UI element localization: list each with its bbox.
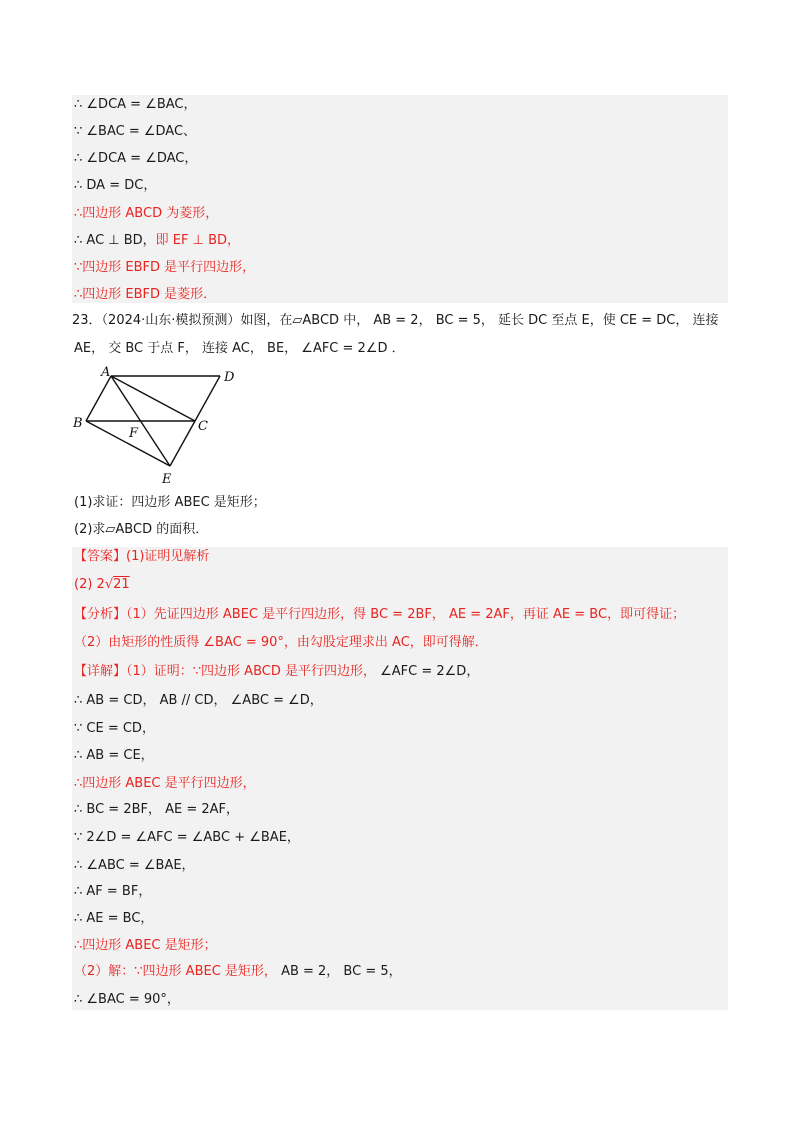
detail-line: ∴ AF = BF， [74,884,152,899]
answer-prefix: (2) 2 [74,577,105,592]
sqrt-icon: √ [104,577,114,592]
detail-line: ∴ AB = CE， [74,748,154,763]
detail-line [74,663,479,681]
answer-line: 【答案】(1)证明见解析 [74,549,210,564]
detail-line: ∵ 2∠D = ∠AFC = ∠ABC + ∠BAE， [74,830,300,845]
analysis-line: 【分析】（1）先证四边形 ABEC 是平行四边形，得 BC = 2BF， AE = 2AF，再证 AE = BC，即可得证； [74,607,686,622]
solution-line: ∴四边形 EBFD 是菱形． [74,287,217,302]
detail-text-highlight: （2）解：∵四边形 ABEC 是矩形， [74,964,277,979]
detail-line: ∴ ∠BAC = 90°， [74,992,180,1007]
detail-line: ∴ BC = 2BF， AE = 2AF， [74,802,240,817]
question-1: (1)求证：四边形 ABEC 是矩形； [74,495,266,510]
question-2: (2)求▱ABCD 的面积． [74,522,209,537]
point-label-C: C [198,419,208,434]
solution-line: ∴ DA = DC， [74,178,157,193]
solution-line: ∴四边形 ABCD 为菱形， [74,206,219,221]
solution-line: ∵ ∠BAC = ∠DAC、 [74,124,197,139]
solution-text-highlight: 即 EF ⊥ BD， [155,233,241,248]
detail-text: ∠AFC = 2∠D， [380,664,480,679]
segment-BE [86,421,170,466]
segment-AC [111,376,195,421]
segment-AB [86,376,111,421]
detail-text-highlight: 【详解】（1）证明：∵四边形 ABCD 是平行四边形， [74,664,376,679]
point-label-B: B [73,416,83,431]
detail-line: ∴ AB = CD， AB // CD， ∠ABC = ∠D， [74,693,323,708]
segment-DC [195,376,220,421]
detail-line: ∴四边形 ABEC 是平行四边形， [74,776,256,791]
point-label-D: D [224,370,235,385]
geometry-figure [70,362,260,487]
solution-line: ∴ ∠DCA = ∠DAC， [74,151,198,166]
detail-text: AB = 2， BC = 5， [281,964,402,979]
answer-line [74,576,130,594]
point-label-A: A [101,365,111,380]
solution-text: ∴ AC ⊥ BD， [74,233,156,248]
point-label-F: F [129,426,139,441]
analysis-line: （2）由矩形的性质得 ∠BAC = 90°，由勾股定理求出 AC，即可得解． [74,635,488,650]
point-label-E: E [162,472,172,487]
solution-line [74,232,240,250]
problem-text: AE， 交 BC 于点 F， 连接 AC， BE， ∠AFC = 2∠D ． [74,341,405,356]
solution-line: ∵四边形 EBFD 是平行四边形， [74,260,256,275]
detail-line: ∴ ∠ABC = ∠BAE， [74,858,195,873]
segment-CE [170,421,195,466]
radicand: 21 [113,577,130,592]
solution-line: ∴ ∠DCA = ∠BAC， [74,97,197,112]
detail-line: ∴四边形 ABEC 是矩形； [74,938,217,953]
detail-line [74,963,402,981]
detail-line: ∵ CE = CD， [74,721,155,736]
detail-line: ∴ AE = BC， [74,911,154,926]
problem-text: 23．（2024·山东·模拟预测）如图，在▱ABCD 中， AB = 2， BC = 5， 延长 DC 至点 E，使 CE = DC， 连接 [72,313,719,328]
